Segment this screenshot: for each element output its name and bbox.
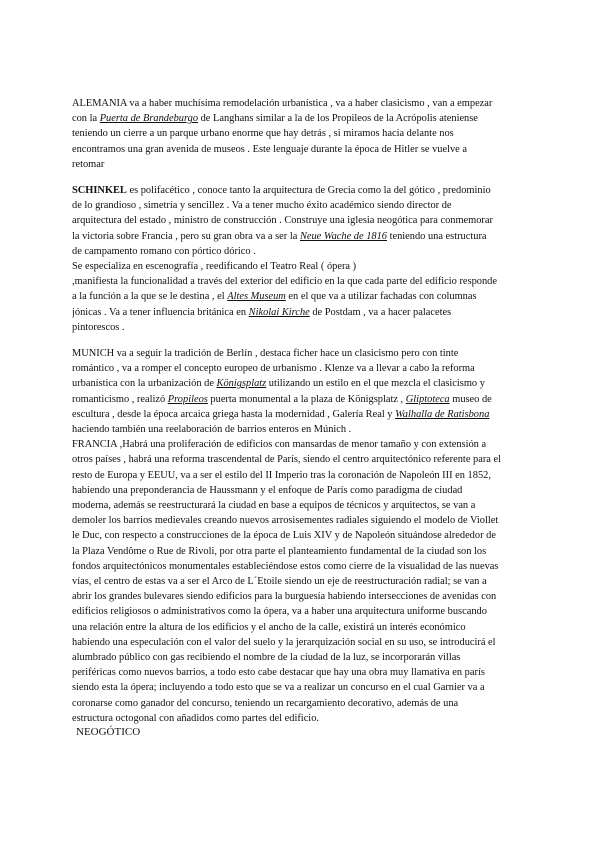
text-line: ,manifiesta la funcionalidad a través del exterior del edificio en la que cada parte del edificio responde <box>72 276 497 288</box>
text-line: la Plaza Vendôme o Rue de Rivoli, por otra parte el planteamiento fundamental de la ciudad son los <box>72 545 487 557</box>
text-line <box>72 305 534 320</box>
text-line: periféricas como nuevos barrios, a todo esto cabe destacar que hay una obra muy llamativa en parís <box>72 667 485 679</box>
text-line: de campamento romano con pórtico dórico . <box>72 245 256 257</box>
text-line: resto de Europa y EEUU, va a ser el estilo del II Imperio tras la coronación de Napoleón III en 1852, <box>72 469 491 481</box>
text-line: de lo grandioso , simetría y sencillez . Va a tener mucho éxito académico siendo director de <box>72 200 452 212</box>
text-line: ALEMANIA va a haber muchísima remodelación urbanística , va a haber clasicismo , van a empezar <box>72 98 493 109</box>
text-line: Se especializa en escenografía , reedificando el Teatro Real ( ópera ) <box>72 261 357 273</box>
paragraph-alemania <box>72 96 534 172</box>
text-segment: de Langhans similar a la de los Propileos de la Acrópolis ateniense <box>198 113 478 125</box>
text-line: romántico , va a romper el concepto europeo de urbanismo . Klenze va a llevar a cabo la reforma <box>72 363 475 375</box>
text-segment: urbanística con la urbanización de <box>72 378 217 390</box>
text-line: pintorescos . <box>72 321 125 333</box>
text-segment: puerta monumental a la plaza de Königsplatz , <box>207 393 406 405</box>
underlined-term: Propileos <box>167 393 208 405</box>
text-line: habiendo una preponderancia de Haussmann y el enfoque de París como paradigma de ciudad <box>72 484 463 496</box>
text-segment: con la <box>72 113 100 125</box>
underlined-term: Puerta de Brandeburgo <box>99 113 199 125</box>
text-line: estructura octogonal con añadidos como partes del edificio. <box>72 712 319 724</box>
text-line: encontramos una gran avenida de museos . Este lenguaje durante la época de Hitler se vuelve a <box>72 143 467 155</box>
bold-term: SCHINKEL <box>72 185 127 196</box>
text-line: moderna, además se reestructurará la ciudad en base a equipos de técnicos y arquitectos, se van a <box>72 500 476 512</box>
text-segment: teniendo una estructura <box>386 230 487 242</box>
text-line: FRANCIA ,Habrá una proliferación de edificios con mansardas de menor tamaño y con extensión a <box>72 439 487 451</box>
text-line: MUNICH va a seguir la tradición de Berlín , destaca ficher hace un clasicismo pero con tinte <box>72 348 459 359</box>
text-line <box>72 407 534 422</box>
text-segment: museo de <box>449 393 492 405</box>
text-line: retomar <box>72 158 105 170</box>
underlined-term: Altes Museum <box>227 291 286 303</box>
text-segment: jónicas . Va a tener influencia británica en <box>72 306 249 318</box>
text-line: siendo esta la ópera; incluyendo a todo esto que se va a realizar un concurso en el cual Garnier va a <box>72 682 485 694</box>
underlined-term: Königsplatz <box>216 378 267 390</box>
text-line <box>72 289 534 304</box>
text-segment: de Postdam , va a hacer palacetes <box>309 306 452 318</box>
text-segment: la victoria sobre Francia , pero su gran obra va a ser la <box>72 230 300 242</box>
text-line: fondos arquitectónicos monumentales estableciéndose estos como cierre de la visualidad de las nuevas <box>72 560 499 572</box>
text-segment: a la función a la que se le destina , el <box>72 291 228 303</box>
paragraph-schinkel <box>72 183 534 335</box>
text-segment: romanticismo , realizó <box>72 393 168 405</box>
text-line: abrir los grandes bulevares siendo edificios para la burguesía habiendo intersecciones de avenidas con <box>72 591 497 603</box>
text-segment: escultura , desde la época arcaica griega hasta la modernidad , Galería Real y <box>72 408 396 420</box>
text-line: arquitectura del estado , ministro de construcción . Construye una iglesia neogótica para conmemorar <box>72 215 493 227</box>
text-line: una relación entre la altura de los edificios y el ancho de la calle, existirá un interés económico <box>72 621 466 633</box>
text-line: alumbrado público con gas recibiendo el nombre de la ciudad de la luz, se incorporarán villas <box>72 652 461 664</box>
text-line: otros países , habrá una reforma trascendental de París, siendo el centro arquitectónico referente para el <box>72 454 501 466</box>
text-line: habiendo una especulación con el valor del suelo y la jerarquización social en su uso, se introducirá el <box>72 636 496 648</box>
text-line <box>72 229 534 244</box>
text-segment: utilizando un estilo en el que mezcla el clasicismo y <box>266 378 485 390</box>
text-segment: es polifacético , conoce tanto la arquitectura de Grecia como la del gótico , predominio <box>126 185 491 196</box>
underlined-term: Walhalla de Ratisbona <box>395 408 490 420</box>
text-line <box>72 392 534 407</box>
paragraph-munich-francia <box>72 346 534 726</box>
text-line <box>72 376 534 391</box>
text-line <box>72 111 534 126</box>
text-line: le Duc, con respecto a construcciones de la época de Luis XIV y de Napoleón situándose alrededor de <box>72 530 496 542</box>
text-line: demoler los barrios medievales creando nuevos arrosisementes radiales siguiendo el modelo de Viollet <box>72 515 499 527</box>
underlined-term: Neue Wache de 1816 <box>299 230 387 242</box>
text-line: coronarse como ganador del concurso, teniendo un recargamiento decorativo, además de una <box>72 697 459 709</box>
text-line: vías, el centro de estas va a ser el Arco de L´Etoile siendo un eje de reestructuración radial; se van a <box>72 576 487 588</box>
underlined-term: Nikolai Kirche <box>248 306 310 318</box>
text-segment: en el que va a utilizar fachadas con columnas <box>285 291 477 303</box>
text-line: teniendo un cierre a un parque urbano enorme que hay detrás , si miramos hacia delante nos <box>72 128 454 140</box>
text-line: edificios religiosos o administrativos como la ópera, va a haber una arquitectura uniforme buscando <box>72 606 487 618</box>
text-line: haciendo también una reelaboración de barrios enteros en Múnich . <box>72 424 352 436</box>
underlined-term: Gliptoteca <box>405 393 450 405</box>
section-heading-neogotico: NEOGÓTICO <box>76 726 141 738</box>
text-line <box>72 183 534 198</box>
